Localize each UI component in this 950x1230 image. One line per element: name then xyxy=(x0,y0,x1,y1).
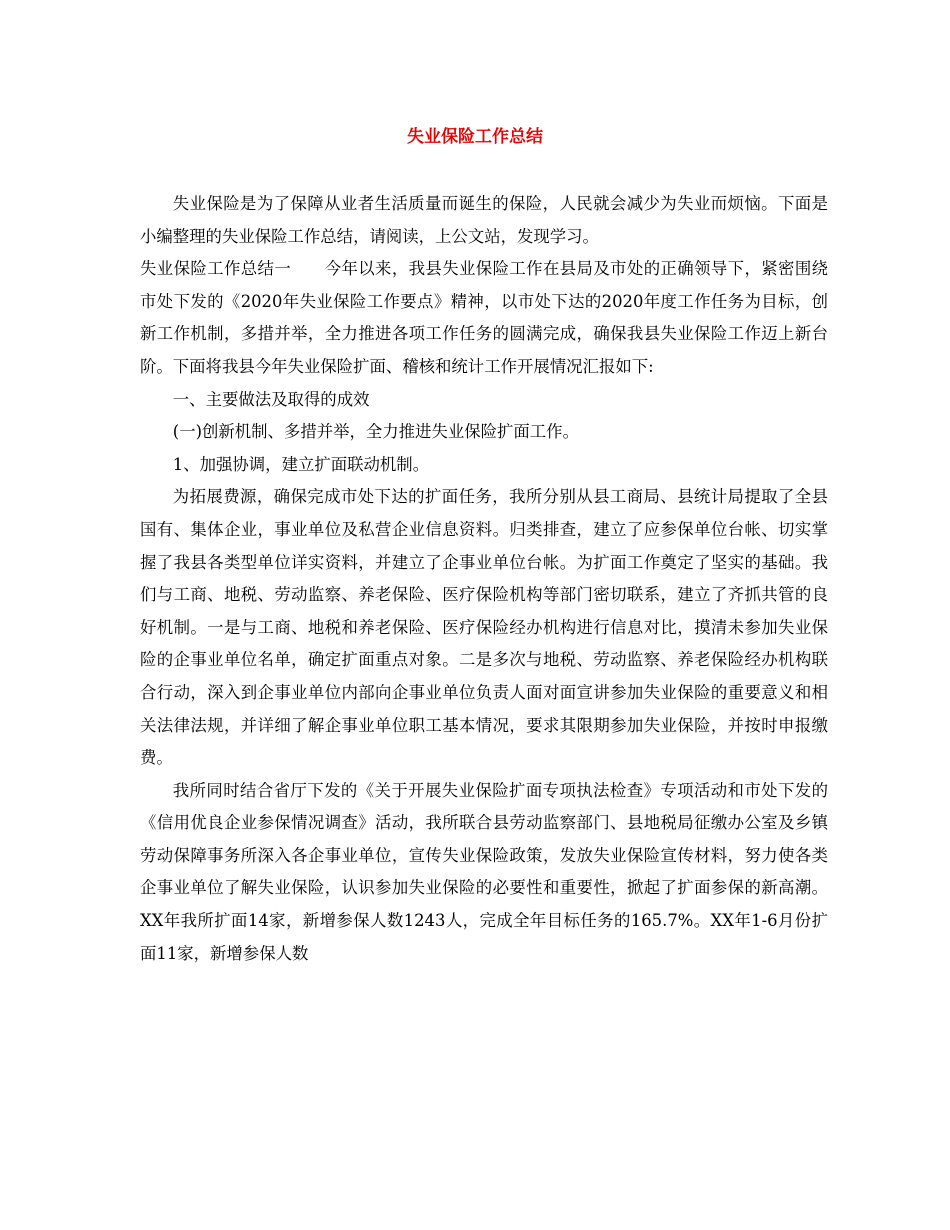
paragraph-intro: 失业保险是为了保障从业者生活质量而诞生的保险，人民就会减少为失业而烦恼。下面是小编整理的失业保险工作总结，请阅读，上公文站，发现学习。 xyxy=(140,194,828,246)
heading-coordination: 1、加强协调，建立扩面联动机制。 xyxy=(172,454,430,474)
heading-main-practices: 一、主要做法及取得的成效 xyxy=(172,389,370,409)
document-body xyxy=(140,188,828,970)
heading-innovation-mechanism: (一)创新机制、多措并举，全力推进失业保险扩面工作。 xyxy=(172,422,579,442)
paragraph-campaign: 我所同时结合省厅下发的《关于开展失业保险扩面专项执法检查》专项活动和市处下发的《信用优良企业参保情况调查》活动，我所联合县劳动监察部门、县地税局征缴办公室及乡镇劳动保障事务所深入各企事业单位，宣传失业保险政策，发放失业保险宣传材料，努力使各类企事业单位了解失业保险，认识参加失业保险的必要性和重要性，掀起了扩面参保的新高潮。XX年我所扩面14家，新增参保人数1243人，完成全年目标任务的165.7%。XX年1-6月份扩面11家，新增参保人数 xyxy=(140,780,828,963)
paragraph-summary-one: 失业保险工作总结一 今年以来，我县失业保险工作在县局及市处的正确领导下，紧密围绕市处下发的《2020年失业保险工作要点》精神，以市处下达的2020年度工作任务为目标，创新工作机制，多措并举，全力推进各项工作任务的圆满完成，确保我县失业保险工作迈上新台阶。下面将我县今年失业保险扩面、稽核和统计工作开展情况汇报如下: xyxy=(140,259,828,376)
document-title: 失业保险工作总结 xyxy=(407,127,543,147)
paragraph-expansion: 为拓展费源，确保完成市处下达的扩面任务，我所分别从县工商局、县统计局提取了全县国有、集体企业，事业单位及私营企业信息资料。归类排查，建立了应参保单位台帐、切实掌握了我县各类型单位详实资料，并建立了企事业单位台帐。为扩面工作奠定了坚实的基础。我们与工商、地税、劳动监察、养老保险、医疗保险机构等部门密切联系，建立了齐抓共管的良好机制。一是与工商、地税和养老保险、医疗保险经办机构进行信息对比，摸清未参加失业保险的企事业单位名单，确定扩面重点对象。二是多次与地税、劳动监察、养老保险经办机构联合行动，深入到企事业单位内部向企事业单位负责人面对面宣讲参加失业保险的重要意义和相关法律法规，并详细了解企事业单位职工基本情况，要求其限期参加失业保险，并按时申报缴费。 xyxy=(140,487,828,768)
